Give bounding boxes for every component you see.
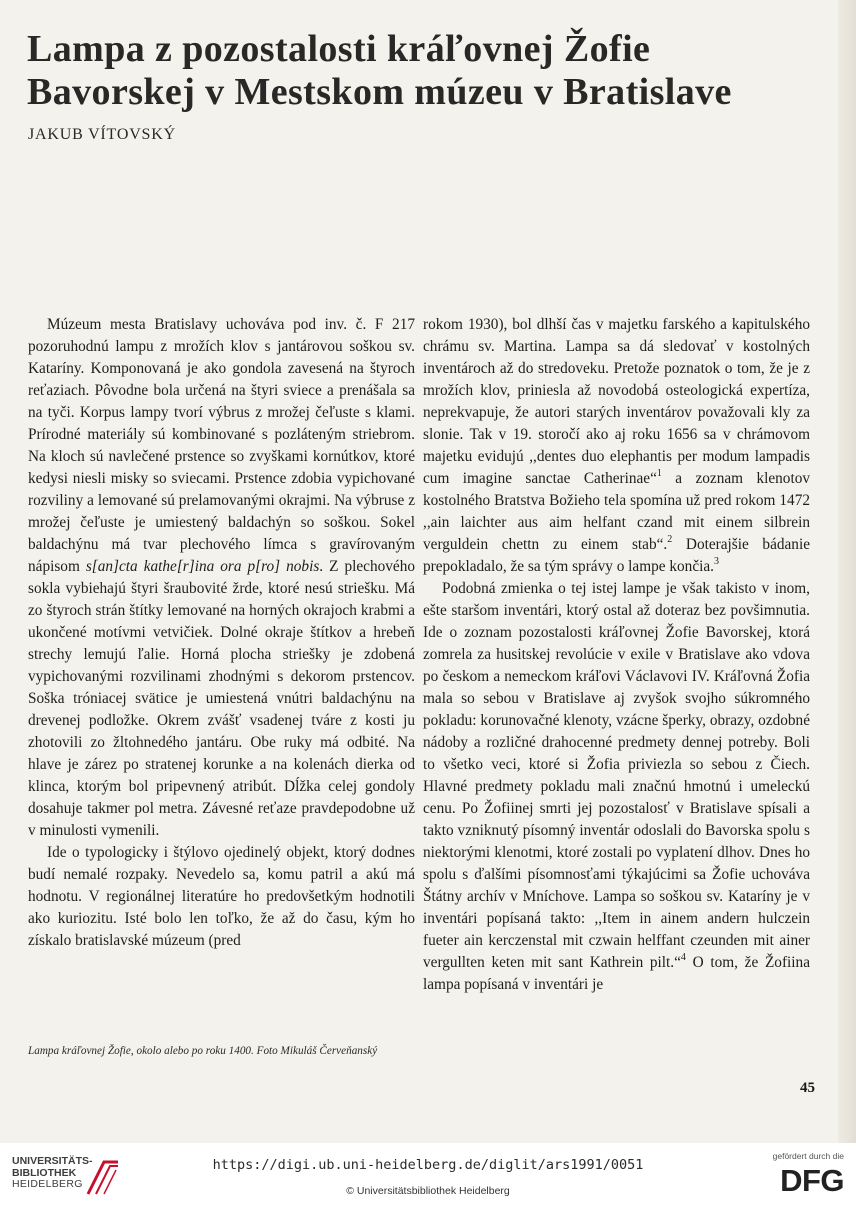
text-run: O tom, že Žofiina lampa popísaná v inventári je <box>423 954 810 993</box>
page-number: 45 <box>800 1080 815 1096</box>
viewer-footer <box>0 1143 856 1208</box>
paragraph: Ide o typologicky i štýlovo ojedinelý objekt, ktorý dodnes budí nemalé rozpaky. Nevedelo sa, komu patril a akú má hodnotu. V regionálnej literatúre ho predovšetkým hodnotili ako kuriozitu. Isté bolo len toľko, že až do času, kým ho získalo bratislavské múzeum (pred <box>28 844 415 949</box>
text-run: Múzeum mesta Bratislavy uchováva pod inv. č. F 217 pozoruhodnú lampu z mrožích klov s jantárovou soškou sv. Kataríny. Komponovaná je ako gondola zavesená na štyroch reťaziach. Pôvodne bola určená na štyri sviece a prenášala sa na tyči. Korpus lampy tvorí výbrus z mrožej čeľuste s klami. Prírodné materiály sú kombinované s pozláteným striebrom. Na kloch sú navlečené prstence so zvyškami kornútkov, ktoré kedysi niesli misky so sviecami. Prstence zdobia vypichované rozviliny a lemované sú prelamovanými okrajmi. Na výbruse z mrožej čeľuste je umiestený baldachýn so soškou. Sokel baldachýnu má tvar plechového límca s gravírovaným nápisom <box>28 316 415 575</box>
paragraph <box>423 314 810 578</box>
library-name-line-3: HEIDELBERG <box>12 1178 83 1190</box>
library-name-line-2: BIBLIOTHEK <box>12 1166 77 1179</box>
paragraph <box>423 578 810 996</box>
text-column-right <box>423 314 810 996</box>
author-name: JAKUB VÍTOVSKÝ <box>28 126 176 143</box>
figure-caption: Lampa kráľovnej Žofie, okolo alebo po roku 1400. Foto Mikuláš Červeňanský <box>28 1045 378 1057</box>
paragraph <box>28 314 415 842</box>
footnote-ref: 2 <box>667 533 673 545</box>
footnote-ref: 4 <box>680 951 686 963</box>
dfg-funded-by: gefördert durch die <box>772 1151 844 1161</box>
dfg-logo[interactable] <box>760 1151 844 1203</box>
title-line-2: Bavorskej v Mestskom múzeu v Bratislave <box>27 71 732 113</box>
page-edge <box>838 0 856 1143</box>
text-run: a zoznam klenotov kostolného Bratstva Božieho tela spomína už pred rokom 1472 ,,ain laichter aus aim helfant czand mit einem silbrein verguldein chettn zu einem stab“. <box>423 470 810 553</box>
text-column-left <box>28 314 415 952</box>
title-line-1: Lampa z pozostalosti kráľovnej Žofie <box>27 28 651 70</box>
dfg-wordmark: DFG <box>780 1163 844 1198</box>
inscription-italic: s[an]cta kathe[r]ina ora p[ro] nobis <box>85 558 320 575</box>
text-run: Doterajšie bádanie prepokladalo, že sa tým správy o lampe končia. <box>423 536 810 575</box>
footnote-ref: 3 <box>713 555 719 567</box>
text-run: rokom 1930), bol dlhší čas v majetku farského a kapitulského chrámu sv. Martina. Lampa sa dá sledovať v kostolných inventároch až do stredoveku. Pretože poznatok o tom, že je z mrožích klov, priniesla až novodobá osteologická expertíza, neprekvapuje, že autori starých inventárov považovali kly za slonie. Tak v 19. storočí ako aj roku 1656 sa v chrámovom majetku evidujú ,,dentes duo elephantis per modum lampadis cum imagine sanctae Catherinae“ <box>423 316 810 487</box>
permalink-url[interactable]: https://digi.ub.uni-heidelberg.de/diglit/ars1991/0051 <box>212 1157 644 1173</box>
library-name-line-1: UNIVERSITÄTS- <box>12 1155 93 1167</box>
text-run: Podobná zmienka o tej istej lampe je však takisto v inom, ešte staršom inventári, ktorý ostal až doteraz bez povšimnutia. Ide o zoznam pozostalosti kráľovnej Žofie Bavorskej, ktorá zomrela za husitskej revolúcie v exile v Bratislave ako vdova po českom a nemeckom kráľovi Václavovi IV. Kráľovná Žofia mala so sebou v Bratislave aj zvyšok svojho súkromného pokladu: korunovačné klenoty, vzácne šperky, obrazy, ozdobné nádoby a rozličné drahocenné predmety dennej potreby. Boli to všetko veci, ktoré si Žofia priviezla so sebou z Čiech. Hlavné predmety pokladu mali značnú hmotnú i umeleckú cenu. Po Žofiinej smrti jej pozostalosť v Bratislave spísali a takto vzniknutý písomný inventár odoslali do Bavorska spolu s niektorými klenotmi, ktoré zostali po vyplatení dlhov. Dnes ho spolu s ďalšími písomnosťami týkajúcimi sa Žofie uchováva Štátny archív v Mníchove. Lampa so soškou sv. Kataríny je v inventári popísaná takto: ,,Item in ainem andern hulczein fueter ain kerczenstal mit czwain helffant czeunden mit ainer vergullten keten mit sant Kathrein pilt.“ <box>423 580 810 971</box>
copyright-notice: © Universitätsbibliothek Heidelberg <box>346 1185 510 1197</box>
article-title <box>27 28 827 114</box>
footnote-ref: 1 <box>656 467 662 479</box>
text-run: . Z plechového sokla vybiehajú štyri šraubovité žrde, ktoré nesú striešku. Má zo štyroch strán štítky lemované na horných okrajoch krabmi a ukončené motívmi vetvičiek. Dolné okraje štítkov a hrebeň strechy lemujú ľalie. Horná plocha striešky je zdobená vypichovanými rozvilinami zhodnými s dekorom prstencov. Soška tróniacej svätice je umiestená vnútri baldachýnu na drevenej podložke. Okrem zvášť vsadenej tváre z kosti ju zhotovili zo žltohnedého jantáru. Obe ruky má odbité. Na hlave je zárez po stratenej korunke a na kolenách dierka od klinca, ktorým bol pripevnený atribút. Dĺžka celej gondoly dosahuje takmer pol metra. Závesné reťaze pravdepodobne už v minulosti vymenili. <box>28 558 415 839</box>
